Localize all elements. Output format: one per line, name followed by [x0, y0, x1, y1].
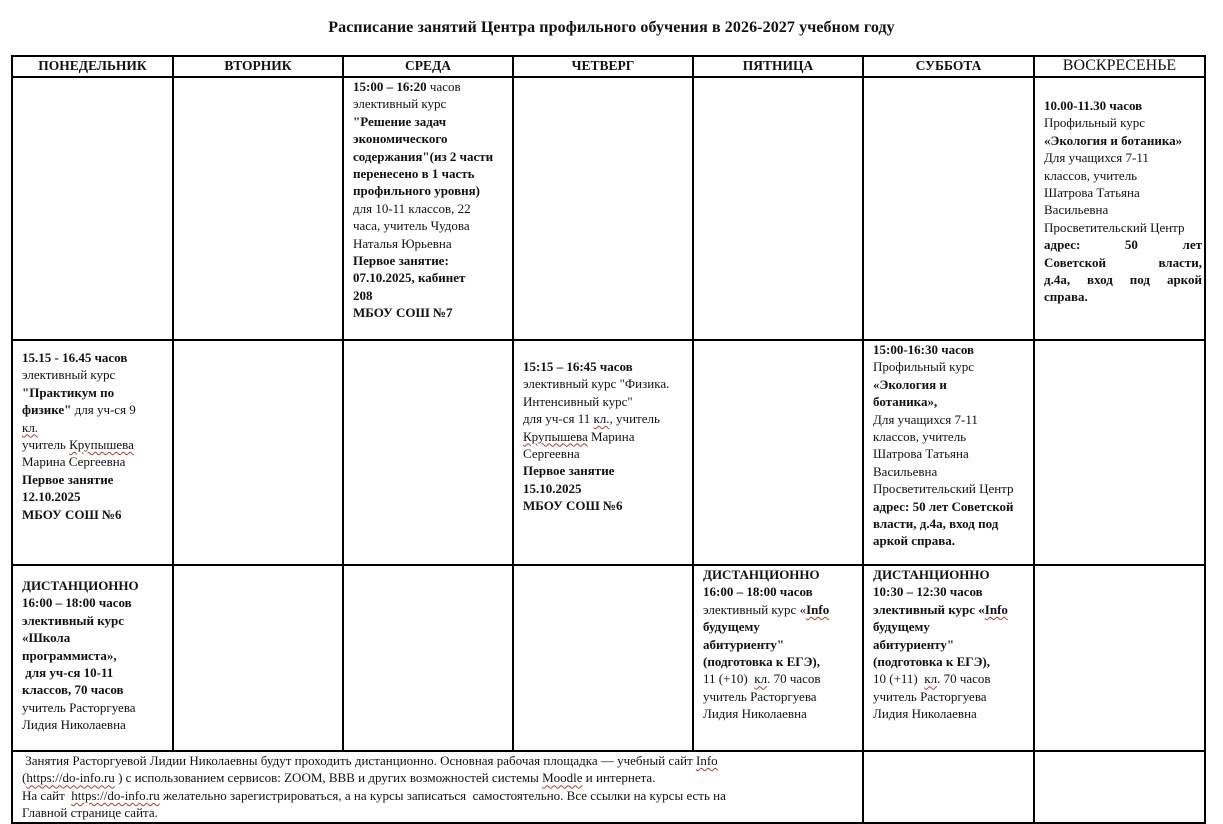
first-lesson: 208 — [353, 287, 373, 303]
course-address: аркой справа. — [873, 533, 956, 549]
course-kind: Интенсивный курс" — [523, 393, 633, 409]
cell-saturday-4 — [863, 751, 1034, 823]
footer-text: ( — [22, 770, 27, 786]
day-header-wednesday: СРЕДА — [343, 56, 513, 77]
footer-text: и интернета. — [582, 770, 656, 786]
course-audience: кл — [754, 671, 768, 687]
course-kind: элективный курс « — [703, 601, 807, 617]
day-header-monday: ПОНЕДЕЛЬНИК — [12, 56, 173, 77]
course-kind: элективный курс — [22, 367, 116, 383]
course-time: 16:00 – 18:00 часов — [703, 584, 813, 600]
course-name: экономического — [353, 131, 448, 147]
course-audience: Для учащихся 7-11 — [1044, 150, 1149, 166]
course-audience: для 10-11 классов, 22 — [353, 200, 471, 216]
schedule-table — [11, 55, 1206, 824]
footer-text: На сайт — [22, 787, 72, 803]
teacher-label: учитель — [22, 437, 70, 453]
schedule-row — [12, 565, 1205, 751]
course-time: 15:00-16:30 часов — [873, 342, 975, 357]
course-address: Советской власти, — [1044, 254, 1202, 270]
first-lesson: 15.10.2025 — [523, 480, 582, 496]
course-teacher: учитель Расторгуева — [22, 699, 136, 715]
course-audience: для уч-ся 11 — [523, 411, 594, 427]
cell-thursday-2 — [513, 340, 693, 565]
cell-saturday-1 — [863, 77, 1034, 340]
course-name: ботаника», — [873, 394, 938, 410]
course-time: 15:15 – 16:45 часов — [523, 359, 633, 374]
course-teacher: Наталья Юрьевна — [353, 235, 452, 251]
course-audience: 11 (+10) — [703, 671, 755, 687]
first-lesson: 07.10.2025, кабинет — [353, 270, 466, 286]
day-header-sunday: ВОСКРЕСЕНЬЕ — [1034, 56, 1205, 77]
course-time: 15:00 – 16:20 — [353, 79, 427, 94]
cell-friday-1 — [693, 77, 863, 340]
day-header-thursday: ЧЕТВЕРГ — [513, 56, 693, 77]
cell-thursday-3 — [513, 565, 693, 751]
course-name: содержания" — [353, 148, 430, 164]
course-time: 16:00 – 18:00 часов — [22, 595, 132, 611]
footer-text: Занятия Расторгуевой Лидии Николаевны будут проходить дистанционно. Основная рабочая площадка — учебный сайт — [22, 753, 697, 768]
course-place: Просветительский Центр — [873, 481, 1014, 497]
course-teacher: Шатрова Татьяна — [1044, 185, 1140, 201]
cell-monday-1 — [12, 77, 173, 340]
cell-wednesday-1 — [343, 77, 513, 340]
course-note: (из 2 части — [429, 148, 494, 164]
course-name: «Школа — [22, 630, 71, 646]
course-teacher: Васильевна — [873, 463, 938, 479]
footer-text: Moodle — [542, 770, 583, 786]
cell-sunday-1 — [1034, 77, 1205, 340]
course-teacher: Лидия Николаевна — [873, 706, 977, 722]
course-teacher: Сергеевна — [523, 446, 580, 462]
course-address: адрес: 50 лет Советской — [873, 498, 1014, 514]
course-audience: кл — [924, 671, 938, 687]
course-name: (подготовка к ЕГЭ), — [873, 654, 990, 670]
course-name: «Экология и ботаника» — [1044, 132, 1183, 148]
cell-wednesday-3 — [343, 565, 513, 751]
course-audience: кл. — [593, 411, 610, 427]
course-name: Info — [984, 601, 1008, 617]
course-address: адрес: 50 лет — [1044, 237, 1202, 253]
cell-monday-2 — [12, 340, 173, 565]
cell-friday-2 — [693, 340, 863, 565]
school-name: МБОУ СОШ №6 — [22, 506, 122, 522]
cell-tuesday-2 — [173, 340, 343, 565]
course-audience: классов, учитель — [873, 429, 967, 445]
school-name: МБОУ СОШ №7 — [353, 305, 453, 321]
course-kind: Профильный курс — [873, 359, 974, 375]
distance-mode-label: ДИСТАНЦИОННО — [873, 567, 990, 582]
cell-sunday-2 — [1034, 340, 1205, 565]
day-header-friday: ПЯТНИЦА — [693, 56, 863, 77]
course-kind: элективный курс "Физика. — [523, 376, 670, 392]
page-title: Расписание занятий Центра профильного обучения в 2026-2027 учебном году — [328, 19, 895, 36]
course-time: 10.00-11.30 часов — [1044, 98, 1143, 113]
header-row — [12, 56, 1205, 77]
course-name: "Решение задач — [353, 113, 447, 129]
course-teacher: Васильевна — [1044, 202, 1109, 218]
course-kind: элективный курс — [353, 96, 447, 112]
course-audience: классов, 70 часов — [22, 682, 124, 698]
cell-sunday-4 — [1034, 751, 1205, 823]
cell-wednesday-2 — [343, 340, 513, 565]
course-kind: Профильный курс — [1044, 115, 1145, 131]
course-teacher: Лидия Николаевна — [703, 706, 807, 722]
course-name: будущему — [873, 619, 930, 635]
course-name: «Экология и — [873, 376, 947, 392]
course-audience: для уч-ся 10-11 — [22, 665, 114, 681]
footer-text: Главной странице сайта. — [22, 805, 158, 821]
cell-tuesday-1 — [173, 77, 343, 340]
course-kind: элективный курс — [22, 612, 125, 628]
course-teacher: Марина — [587, 428, 635, 444]
first-lesson: Первое занятие: — [353, 253, 449, 269]
schedule-row — [12, 340, 1205, 565]
cell-sunday-3 — [1034, 565, 1205, 751]
course-audience: 10 (+11) — [873, 671, 925, 687]
course-place: Просветительский Центр — [1044, 219, 1185, 235]
course-audience: . 70 часов — [767, 671, 821, 687]
time-unit: часов — [426, 79, 461, 94]
site-link[interactable]: https://do-info.ru — [71, 787, 160, 803]
course-audience: . 70 часов — [937, 671, 991, 687]
course-name: физике" — [22, 402, 72, 418]
course-note: перенесено в 1 часть — [353, 166, 475, 182]
course-audience: кл. — [22, 419, 39, 435]
first-lesson: Первое занятие — [22, 471, 114, 487]
course-teacher: Лидия Николаевна — [22, 717, 126, 733]
course-name: абитуриенту" — [873, 636, 955, 652]
course-time: 10:30 – 12:30 часов — [873, 584, 983, 600]
course-audience: Для учащихся 7-11 — [873, 411, 978, 427]
day-header-saturday: СУББОТА — [863, 56, 1034, 77]
course-teacher: Шатрова Татьяна — [873, 446, 969, 462]
cell-saturday-2 — [863, 340, 1034, 565]
course-address: справа. — [1044, 289, 1088, 305]
footer-text: ) с использованием сервисов: ZOOM, BBB и других возможностей системы — [114, 770, 543, 786]
cell-tuesday-3 — [173, 565, 343, 751]
course-name: будущему — [703, 619, 760, 635]
cell-thursday-1 — [513, 77, 693, 340]
first-lesson: 12.10.2025 — [22, 489, 81, 505]
footer-text: желательно зарегистрироваться, а на курсы записаться самостоятельно. Все ссылки на курсы есть на — [159, 787, 726, 803]
course-teacher: учитель Расторгуева — [703, 688, 817, 704]
footer-text: Info — [696, 753, 718, 768]
course-teacher: Крупышева — [69, 437, 134, 453]
course-audience: , учитель — [609, 411, 660, 427]
school-name: МБОУ СОШ №6 — [523, 498, 623, 514]
course-name: абитуриенту" — [703, 636, 785, 652]
course-note: профильного уровня) — [353, 183, 480, 199]
course-audience: классов, учитель — [1044, 167, 1138, 183]
course-name: Info — [806, 601, 830, 617]
course-teacher: учитель Расторгуева — [873, 688, 987, 704]
cell-friday-3 — [693, 565, 863, 751]
course-address: власти, д.4а, вход под — [873, 516, 999, 532]
course-teacher: Марина Сергеевна — [22, 454, 126, 470]
distance-mode-label: ДИСТАНЦИОННО — [22, 578, 139, 593]
cell-saturday-3 — [863, 565, 1034, 751]
footer-row — [12, 751, 1205, 823]
course-name: программиста», — [22, 647, 117, 663]
day-header-tuesday: ВТОРНИК — [173, 56, 343, 77]
course-audience: для уч-ся 9 — [71, 402, 136, 418]
course-audience: часа, учитель Чудова — [353, 218, 470, 234]
course-time: 15.15 - 16.45 часов — [22, 350, 128, 365]
distance-mode-label: ДИСТАНЦИОННО — [703, 567, 820, 582]
first-lesson: Первое занятие — [523, 463, 615, 479]
site-link[interactable]: https://do-info.ru — [26, 770, 115, 786]
cell-monday-3 — [12, 565, 173, 751]
course-name: (подготовка к ЕГЭ), — [703, 654, 820, 670]
footer-note — [12, 751, 863, 823]
course-teacher: Крупышева — [523, 428, 588, 444]
course-kind: элективный курс « — [873, 601, 985, 617]
schedule-row — [12, 77, 1205, 340]
course-name: "Практикум по — [22, 384, 115, 400]
course-address: д.4а, вход под аркой — [1044, 272, 1202, 288]
